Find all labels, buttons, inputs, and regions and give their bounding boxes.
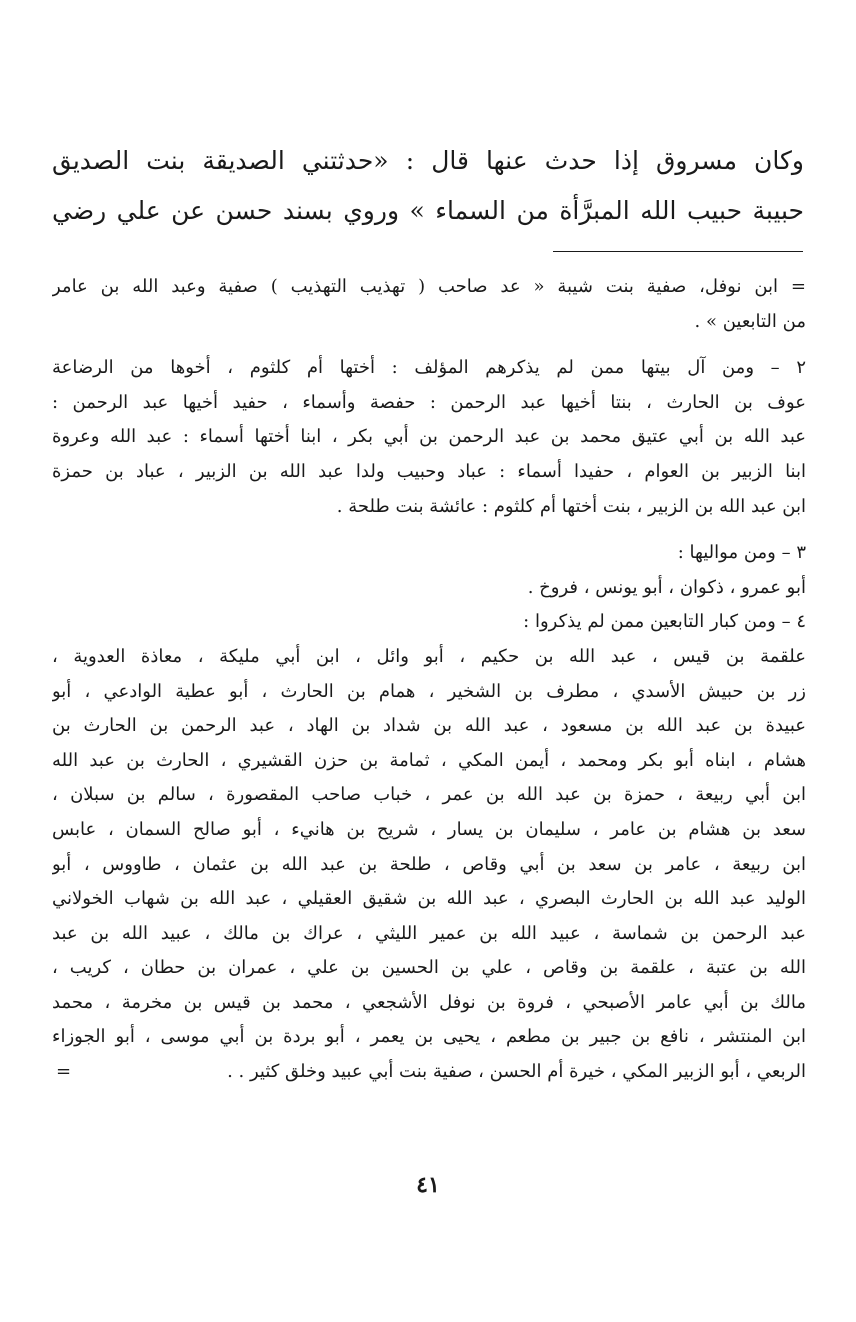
footnote-closing-line — [52, 1055, 806, 1090]
main-text-line: حبيبة حبيب الله المبرَّأة من السماء » وروي بسند حسن عن علي رضي — [52, 196, 804, 225]
footnote-line: عبيدة بن عبد الله بن مسعود ، عبد الله بن شداد بن الهاد ، عبد الرحمن بن الحارث بن — [52, 715, 806, 737]
footnote-line: الربعي ، أبو الزبير المكي ، خيرة أم الحسن ، صفية بنت أبي عبيد وخلق كثير . . — [227, 1061, 806, 1083]
footnote-line: ابن أبي ربيعة ، حمزة بن عبد الله بن عمر ، خباب صاحب المقصورة ، سالم بن سبلان ، — [52, 784, 806, 806]
continuation-mark: = — [56, 1061, 72, 1083]
footnote-line: أبو عمرو ، ذكوان ، أبو يونس ، فروخ . — [527, 576, 806, 598]
footnote-continued — [52, 270, 806, 339]
footnote-heading: ٤ – ومن كبار التابعين ممن لم يذكروا : — [523, 611, 806, 633]
footnote-line: ٢ – ومن آل بيتها ممن لم يذكرهم المؤلف : أختها أم كلثوم ، أخوها من الرضاعة — [52, 357, 806, 379]
footnote-line: مالك بن أبي عامر الأصبحي ، فروة بن نوفل الأشجعي ، محمد بن قيس بن مخرمة ، محمد — [52, 991, 806, 1013]
footnote-line: ابن ربيعة ، عامر بن سعد بن أبي وقاص ، طلحة بن عبد الله بن عثمان ، طاووس ، أبو — [52, 853, 806, 875]
footnote-separator — [553, 251, 803, 252]
footnote-2 — [52, 351, 806, 524]
footnote-line: الوليد عبد الله بن الحارث البصري ، عبد الله بن شقيق العقيلي ، عبد الله بن شهاب الخولاني — [52, 888, 806, 910]
footnote-4 — [52, 605, 806, 1089]
spacer — [52, 524, 806, 536]
page-number: ٤١ — [416, 1172, 440, 1198]
footnote-line: ابن المنتشر ، نافع بن جبير بن مطعم ، يحيى بن يعمر ، أبو بردة بن أبي موسى ، أبو الجوزاء — [52, 1026, 806, 1048]
footnote-line: عوف بن الحارث ، بنتا أخيها عبد الرحمن : حفصة وأسماء ، حفيد أخيها عبد الرحمن : — [52, 391, 806, 413]
footnote-line: ابنا الزبير بن العوام ، حفيدا أسماء : عباد وحبيب ولدا عبد الله بن الزبير ، عباد بن حمزة — [52, 460, 806, 482]
footnote-heading: ٣ – ومن مواليها : — [677, 542, 806, 564]
footnote-line: الله بن عتبة ، علقمة بن وقاص ، علي بن الحسين بن علي ، عمران بن حطان ، كريب ، — [52, 957, 806, 979]
footnote-line: هشام ، ابناه أبو بكر ومحمد ، أيمن المكي ، ثمامة بن حزن القشيري ، الحارث بن عبد الله — [52, 749, 806, 771]
footnote-line: من التابعين » . — [694, 310, 806, 332]
footnote-line: ابن عبد الله بن الزبير ، بنت أختها أم كلثوم : عائشة بنت طلحة . — [336, 495, 806, 517]
main-text — [52, 136, 804, 236]
footnote-line: عبد الله بن أبي عتيق محمد بن عبد الرحمن بن أبي بكر ، ابنا أختها أسماء : عبد الله وعروة — [52, 426, 806, 448]
footnote-line: سعد بن هشام بن عامر ، سليمان بن يسار ، شريح بن هانيء ، أبو صالح السمان ، عابس — [52, 818, 806, 840]
footnote-line: زر بن حبيش الأسدي ، مطرف بن الشخير ، همام بن الحارث ، أبو عطية الوادعي ، أبو — [52, 680, 806, 702]
main-text-line: وكان مسروق إذا حدث عنها قال : «حدثتني الصديقة بنت الصديق — [52, 146, 804, 175]
footnote-line: علقمة بن قيس ، عبد الله بن حكيم ، أبو وائل ، ابن أبي مليكة ، معاذة العدوية ، — [52, 645, 806, 667]
spacer — [52, 339, 806, 351]
footnote-line: = ابن نوفل، صفية بنت شيبة « عد صاحب ( تهذيب التهذيب ) صفية وعبد الله بن عامر — [52, 276, 806, 297]
footnote-3 — [52, 536, 806, 605]
footnote-line: عبد الرحمن بن شماسة ، عبيد الله بن عمير الليثي ، عراك بن مالك ، عبيد الله بن عبد — [52, 922, 806, 944]
footnotes — [52, 270, 806, 1090]
